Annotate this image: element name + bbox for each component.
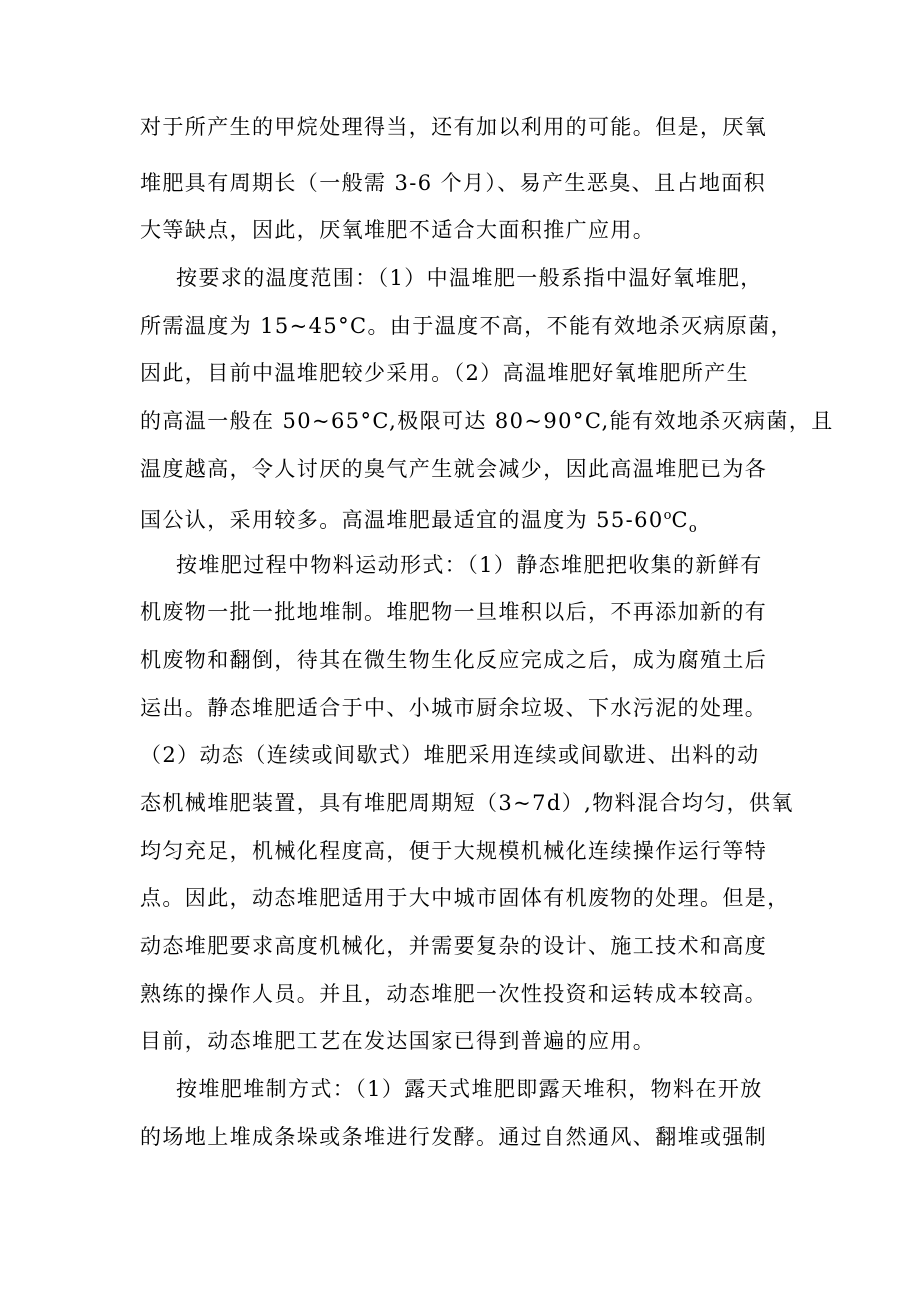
- text-line: 目前，动态堆肥工艺在发达国家已得到普遍的应用。: [140, 1029, 656, 1053]
- text-line: 的场地上堆成条垛或条堆进行发酵。通过自然通风、翻堆或强制: [140, 1125, 768, 1149]
- text-line: 温度越高，令人讨厌的臭气产生就会减少，因此高温堆肥已为各: [140, 457, 768, 481]
- text-line: 运出。静态堆肥适合于中、小城市厨余垃圾、下水污泥的处理。: [140, 696, 768, 720]
- paragraph-start-line: 按要求的温度范围：（1）中温堆肥一般系指中温好氧堆肥，: [176, 266, 763, 290]
- paragraph-start-line: 按堆肥过程中物料运动形式：（1）静态堆肥把收集的新鲜有: [176, 553, 763, 577]
- text-line: 点。因此，动态堆肥适用于大中城市固体有机废物的处理。但是，: [140, 886, 790, 910]
- text-line: 堆肥具有周期长（一般需 3-6 个月）、易产生恶臭、且占地面积: [140, 171, 767, 195]
- subscript-period: o: [688, 521, 697, 536]
- text-line: 对于所产生的甲烷处理得当，还有加以利用的可能。但是，厌氧: [140, 115, 768, 139]
- text-line: 态机械堆肥装置，具有堆肥周期短（3~7d）,物料混合均匀，供氧: [140, 791, 794, 815]
- text-line: 所需温度为 15~45°C。由于温度不高，不能有效地杀灭病原菌，: [140, 314, 794, 338]
- text-line: 均匀充足，机械化程度高，便于大规模机械化连续操作运行等特: [140, 839, 768, 863]
- text-line: 大等缺点，因此，厌氧堆肥不适合大面积推广应用。: [140, 218, 656, 242]
- paragraph-start-line: 按堆肥堆制方式：（1）露天式堆肥即露天堆积，物料在开放: [176, 1077, 763, 1101]
- text-line: 机废物和翻倒，待其在微生物生化反应完成之后，成为腐殖土后: [140, 648, 768, 672]
- text-line: 动态堆肥要求高度机械化，并需要复杂的设计、施工技术和高度: [140, 934, 768, 958]
- text-line: （2）动态（连续或间歇式）堆肥采用连续或间歇进、出料的动: [140, 743, 760, 767]
- text-line: 的高温一般在 50~65°C,极限可达 80~90°C,能有效地杀灭病菌，且: [140, 409, 834, 433]
- text-line: 熟练的操作人员。并且，动态堆肥一次性投资和运转成本较高。: [140, 982, 768, 1006]
- text-line-with-temperature: [140, 496, 790, 536]
- celsius-unit: C: [671, 508, 689, 532]
- text-line: 因此，目前中温堆肥较少采用。（2）高温堆肥好氧堆肥所产生: [140, 361, 750, 385]
- degree-superscript: o: [663, 508, 672, 523]
- text-line: 机废物一批一批地堆制。堆肥物一旦堆积以后，不再添加新的有: [140, 600, 768, 624]
- temperature-text: 国公认，采用较多。高温堆肥最适宜的温度为 55-60: [140, 508, 664, 532]
